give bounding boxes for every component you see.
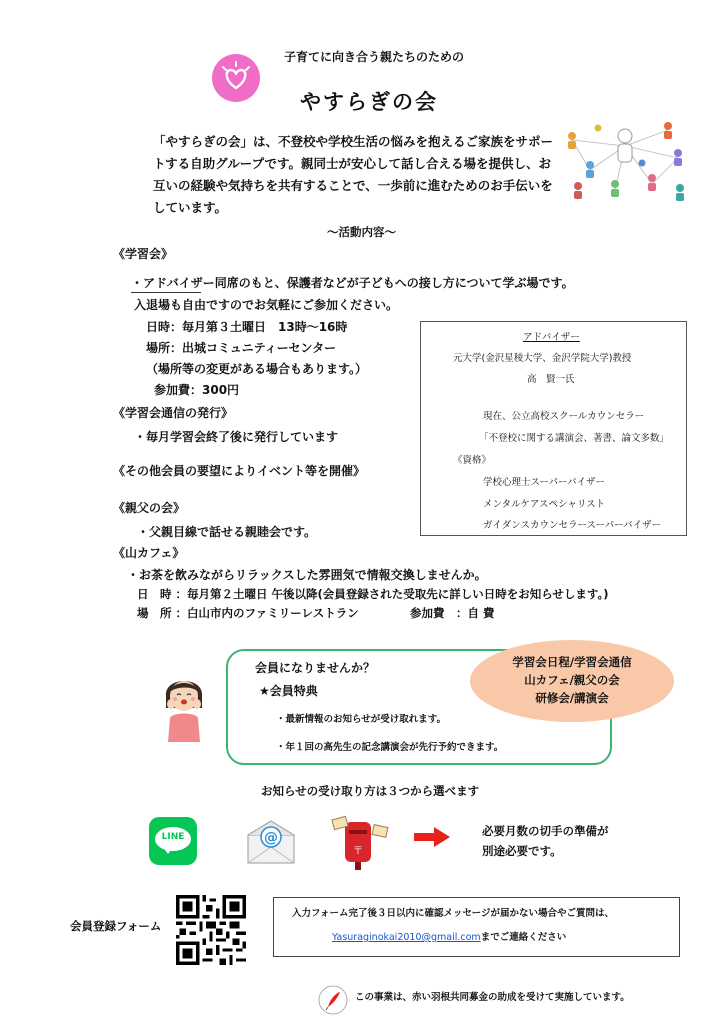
advisor-works: 「不登校に関する講演会、著書、論文多数」 <box>479 433 670 444</box>
fathers-heading: 《親父の会》 <box>113 501 186 515</box>
notice-heading: お知らせの受け取り方は３つから選べます <box>261 784 480 798</box>
study-group-line2: 入退場も自由ですのでお気軽にご参加ください。 <box>134 298 399 312</box>
activities-heading: 〜活動内容〜 <box>327 225 396 239</box>
advisor-name: 高 賢一氏 <box>527 374 575 385</box>
red-feather-logo <box>318 985 348 1015</box>
membership-benefit: ・最新情報のお知らせが受け取れます。 <box>276 714 446 725</box>
study-group-heading: 《学習会》 <box>113 247 174 261</box>
logo-heart-icon <box>212 54 260 102</box>
study-group-date: 日時：毎月第３土曜日 13時〜16時 <box>146 320 348 334</box>
advisor-qualification: ガイダンスカウンセラースーパーバイザー <box>483 520 662 531</box>
line-bubble-tail <box>163 847 173 854</box>
line-label: LINE <box>161 832 185 842</box>
membership-benefit: ・年１回の高先生の記念講演会が先行予約できます。 <box>276 742 504 753</box>
red-arrow-icon <box>414 827 450 847</box>
svg-text:@: @ <box>264 830 278 846</box>
cafe-date: 日 時 ：毎月第２土曜日 午後以降(会員登録された受取先に詳しい日時をお知らせします。) <box>137 587 609 601</box>
bubble-line: 研修会/講演会 <box>535 691 609 705</box>
advisor-affiliation: 元大学(金沢星稜大学、金沢学院大学)教授 <box>453 353 632 364</box>
events-heading: 《その他会員の要望によりイベント等を開催》 <box>113 464 366 478</box>
study-group-fee: 参加費：300円 <box>154 383 240 397</box>
bubble-line: 学習会日程/学習会通信 <box>512 655 632 669</box>
advisor-box <box>420 321 687 536</box>
people-network-illustration <box>560 118 690 203</box>
membership-heading: 会員になりませんか？ <box>255 661 376 675</box>
contact-suffix: までご連絡ください <box>480 932 567 943</box>
footer-note: この事業は、赤い羽根共同募金の助成を受けて実施しています。 <box>355 992 630 1003</box>
contact-line: 入力フォーム完了後３日以内に確認メッセージが届かない場合やご質問は、 <box>292 908 614 919</box>
member-info-bubble <box>470 640 674 722</box>
email-icon <box>246 817 296 865</box>
fathers-line: ・父親目線で話せる親睦会です。 <box>137 525 317 539</box>
study-group-place-note: （場所等の変更がある場合もあります。） <box>146 362 368 376</box>
advisor-qualification: 学校心理士スーパーバイザー <box>483 477 606 488</box>
smiling-woman-illustration <box>160 668 208 742</box>
advisor-qualification: メンタルケアスペシャリスト <box>483 499 606 510</box>
intro-text: 「やすらぎの会」は、不登校や学校生活の悩みを抱えるご家族をサポートする自助グループです。親同士が安心して話し合える場を提供し、お互いの経験や気持ちを共有することで、一歩前に進むためのお手伝いをしています。 <box>153 134 554 215</box>
bubble-line: 山カフェ/親父の会 <box>524 673 620 687</box>
svg-text:〒: 〒 <box>353 846 363 857</box>
study-group-line1: ・アドバイザー同席のもと、保護者などが子どもへの接し方について学ぶ場です。 <box>131 276 574 290</box>
newsletter-line: ・毎月学習会終了後に発行しています <box>134 430 339 444</box>
cafe-heading: 《山カフェ》 <box>113 546 185 560</box>
newsletter-heading: 《学習会通信の発行》 <box>113 406 234 420</box>
mailbox-icon <box>331 812 395 870</box>
advisor-label: アドバイザー <box>523 332 580 343</box>
membership-benefits-heading: ★会員特典 <box>259 684 318 698</box>
registration-label: 会員登録フォーム <box>70 919 162 933</box>
cafe-place: 場 所 ：白山市内のファミリーレストラン <box>137 606 359 620</box>
line-app-icon <box>149 817 197 865</box>
page-title: やすらぎの会 <box>300 90 438 114</box>
cafe-fee: 参加費 ：自 費 <box>410 606 495 620</box>
registration-qr-code[interactable] <box>176 895 246 965</box>
mail-note: 別途必要です。 <box>482 844 562 858</box>
contact-line2 <box>332 931 566 945</box>
header-subtitle: 子育てに向き合う親たちのための <box>284 50 465 64</box>
advisor-qual-heading: 《資格》 <box>453 455 492 466</box>
advisor-current: 現在、公立高校スクールカウンセラー <box>483 411 645 422</box>
cafe-line: ・お茶を飲みながらリラックスした雰囲気で情報交換しませんか。 <box>127 568 487 582</box>
contact-email-link[interactable]: Yasuraginokai2010@gmail.com <box>332 932 481 943</box>
mail-note: 必要月数の切手の準備が <box>482 824 609 838</box>
study-group-place: 場所：出城コミュニティーセンター <box>146 341 337 355</box>
underline-divider <box>131 292 201 293</box>
contact-box <box>273 897 680 957</box>
